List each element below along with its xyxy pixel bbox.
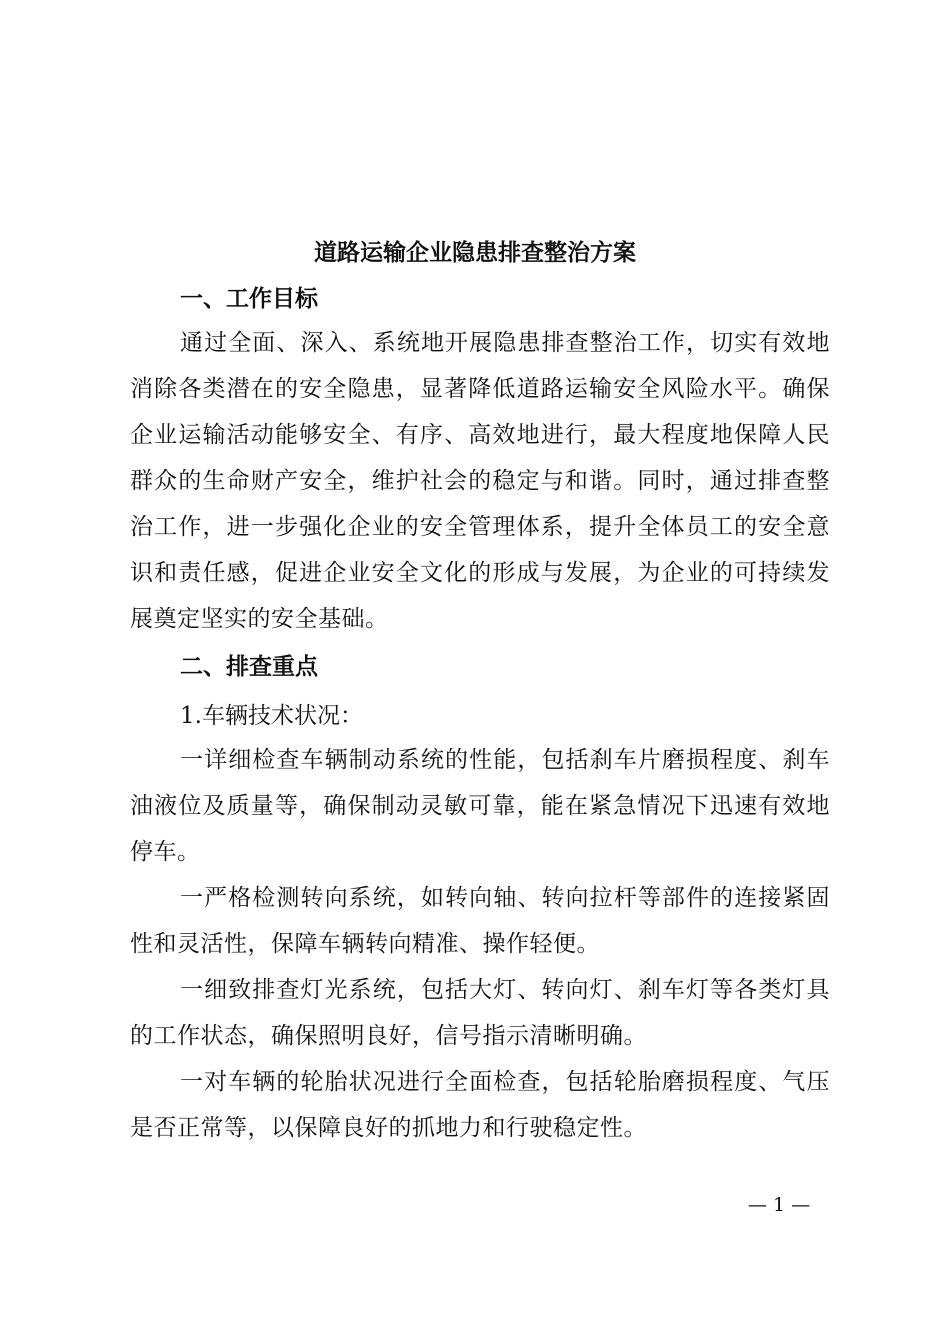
section-heading-work-goal: 一、工作目标: [180, 286, 318, 312]
document-title: 道路运输企业隐患排查整治方案: [314, 240, 636, 266]
section-heading-inspection-focus: 二、排查重点: [180, 654, 318, 680]
list-item-steering-system: 一严格检测转向系统，如转向轴、转向拉杆等部件的连接紧固性和灵活性，保障车辆转向精准、操作轻便。: [130, 885, 830, 957]
list-item-brake-system: 一详细检查车辆制动系统的性能，包括刹车片磨损程度、刹车油液位及质量等，确保制动灵敏可靠，能在紧急情况下迅速有效地停车。: [130, 747, 830, 865]
list-item-lighting-system: 一细致排查灯光系统，包括大灯、转向灯、刹车灯等各类灯具的工作状态，确保照明良好，信号指示清晰明确。: [130, 977, 830, 1049]
section-paragraph-work-goal: 通过全面、深入、系统地开展隐患排查整治工作，切实有效地消除各类潜在的安全隐患，显著降低道路运输安全风险水平。确保企业运输活动能够安全、有序、高效地进行，最大程度地保障人民群众的生命财产安全，维护社会的稳定与和谐。同时，通过排查整治工作，进一步强化企业的安全管理体系，提升全体员工的安全意识和责任感，促进企业安全文化的形成与发展，为企业的可持续发展奠定坚实的安全基础。: [130, 330, 830, 632]
subheading-vehicle-condition: 1.车辆技术状况：: [180, 703, 363, 729]
list-item-tire-condition: 一对车辆的轮胎状况进行全面检查，包括轮胎磨损程度、气压是否正常等，以保障良好的抓地力和行驶稳定性。: [130, 1069, 830, 1141]
page-number: — 1 —: [748, 1194, 811, 1216]
